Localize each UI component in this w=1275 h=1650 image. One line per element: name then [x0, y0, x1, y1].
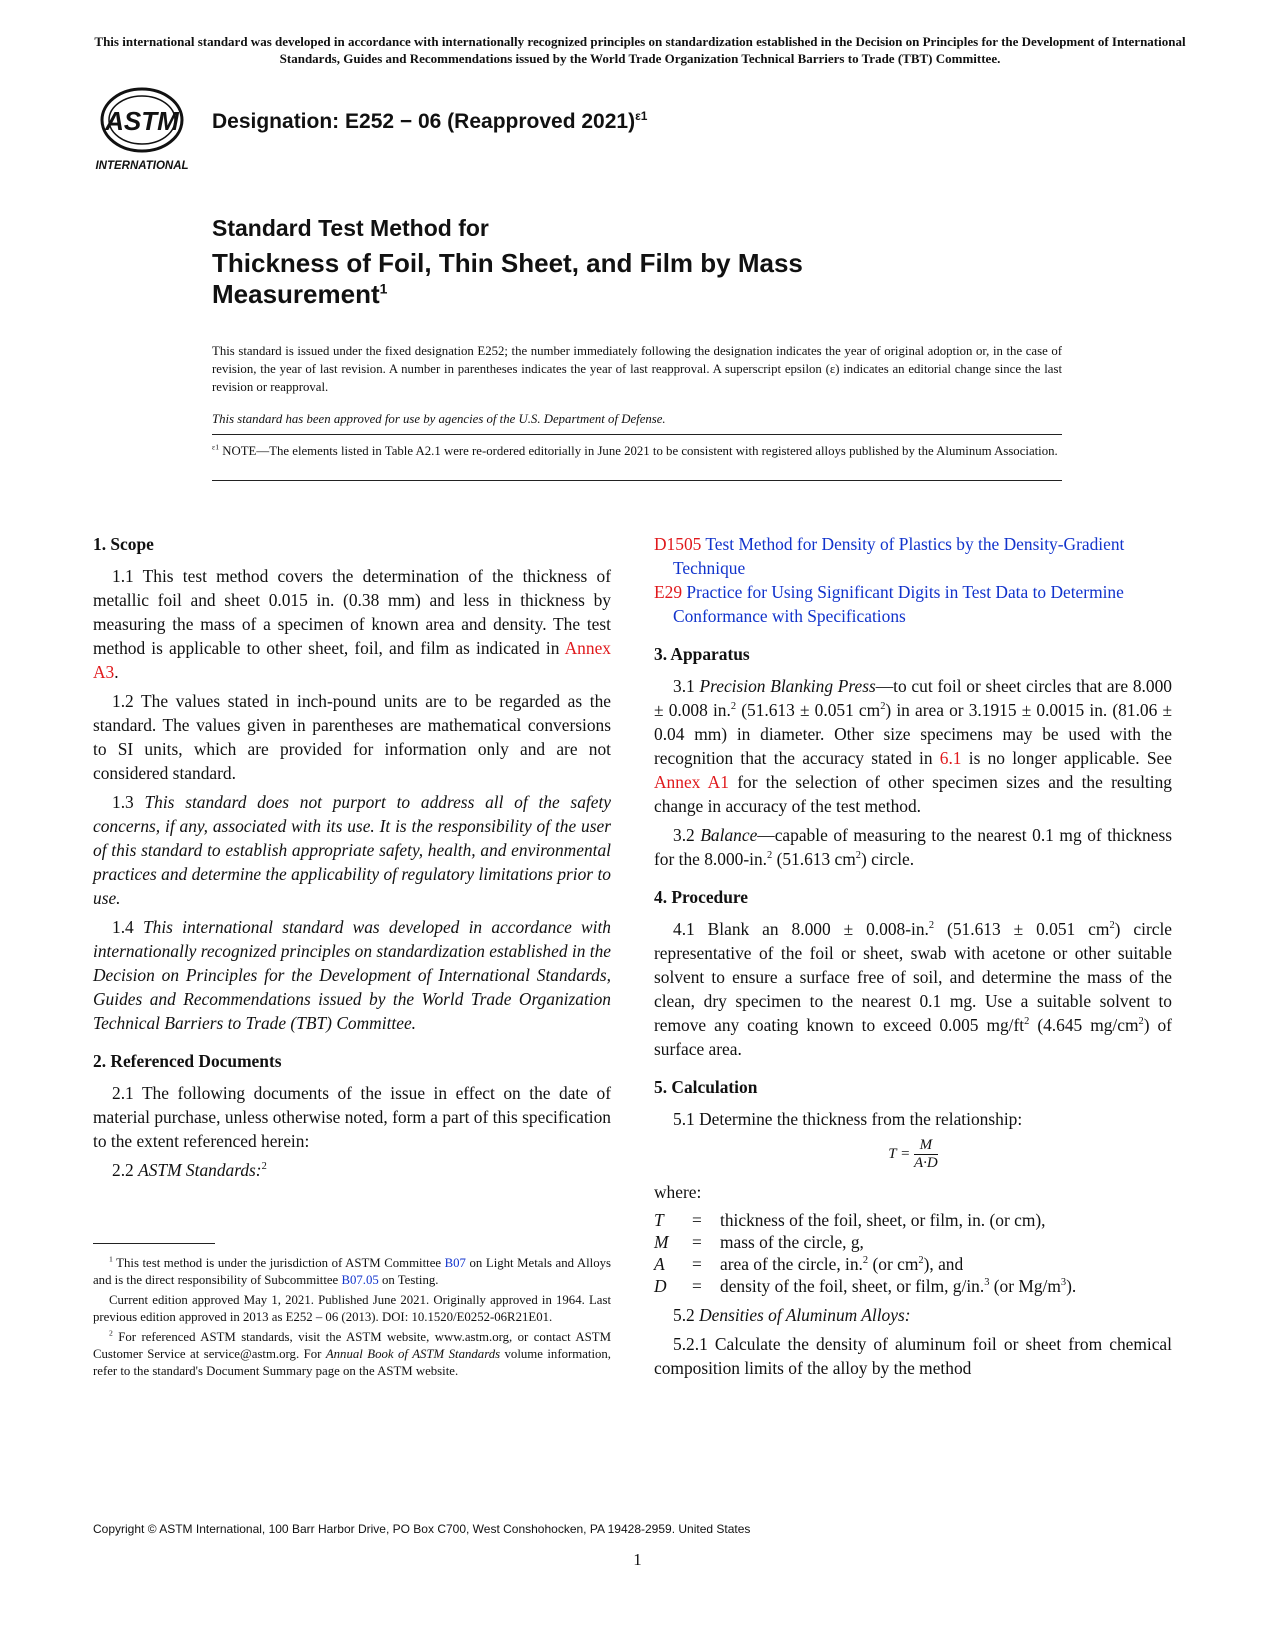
- footnote-1-mark: 1: [109, 1254, 113, 1264]
- formula-denominator: A·D: [913, 1155, 938, 1171]
- sup-3: 3: [1060, 1277, 1067, 1289]
- footnotes: [93, 1255, 611, 1383]
- variable-definition: [720, 1253, 1172, 1275]
- designation-text: Designation: E252 − 06 (Reapproved 2021): [212, 110, 636, 133]
- para-1-4-num: 1.4: [112, 917, 143, 937]
- issued-statement: This standard is issued under the fixed designation E252; the number immediately following the designation indicates the year of original adoption or, in the case of revision, the year of last revision. A number in parentheses indicates the year of last reapproval. A superscript epsilon (ε) indicates an editorial change since the last revision or reapproval.: [212, 344, 1062, 394]
- reference-d1505-title[interactable]: Test Method for Density of Plastics by the Density-Gradient Technique: [673, 534, 1125, 578]
- para-3-1-a: —to cut foil or sheet circles that are 8.000 ± 0.008 in.: [654, 676, 1172, 720]
- variable-row: [654, 1275, 1172, 1297]
- section-2-heading: 2. Referenced Documents: [93, 1051, 282, 1071]
- para-2-2-text: ASTM Standards:: [138, 1160, 262, 1180]
- variable-row: [654, 1209, 1172, 1231]
- sup-2: 2: [1138, 1016, 1144, 1028]
- para-5-2-1: 5.2.1 Calculate the density of aluminum foil or sheet from chemical composition limits of the alloy by the method: [654, 1334, 1172, 1378]
- para-1-1-end: .: [114, 662, 119, 682]
- variable-definition: thickness of the foil, sheet, or film, in. (or cm),: [720, 1210, 1046, 1230]
- section-4-heading: 4. Procedure: [654, 887, 749, 907]
- footnote-1: [93, 1255, 611, 1290]
- note-rule-bottom: [212, 480, 1062, 481]
- reference-e29-code[interactable]: E29: [654, 582, 683, 602]
- para-1-1: [93, 564, 611, 684]
- section-5-heading: 5. Calculation: [654, 1077, 758, 1097]
- variable-def-c: ).: [1066, 1276, 1077, 1296]
- para-2-2-num: 2.2: [112, 1160, 139, 1180]
- para-5-1: 5.1 Determine the thickness from the relationship:: [673, 1109, 1023, 1129]
- para-1-1-text: 1.1 This test method covers the determination of the thickness of metallic foil and sheet 0.015 in. (0.38 mm) and less in thickness by measuring the mass of a specimen of known area and density. The test method is applicable to other sheet, foil, and film as indicated in: [93, 566, 611, 658]
- sup-2: 2: [928, 920, 935, 932]
- footnote-2-text-b: volume information, refer to the standard's Document Summary page on the ASTM website.: [93, 1347, 611, 1379]
- reference-d1505-code[interactable]: D1505: [654, 534, 702, 554]
- para-3-1-term: Precision Blanking Press: [699, 676, 876, 696]
- variable-def-b: (or Mg/m: [989, 1276, 1061, 1296]
- para-1-3-text: This standard does not purport to address all of the safety concerns, if any, associated with its use. It is the responsibility of the user of this standard to establish appropriate safety, health, and environmental practices and determine the applicability of regulatory limitations prior to use.: [93, 792, 611, 908]
- reference-e29-title[interactable]: Practice for Using Significant Digits in Test Data to Determine Conformance with Specifications: [673, 582, 1124, 626]
- sup-2: 2: [918, 1255, 924, 1267]
- variable-symbol: T: [654, 1210, 664, 1230]
- epsilon-note: [212, 442, 1062, 460]
- para-3-1: [654, 674, 1172, 818]
- sup-2: 2: [855, 850, 862, 862]
- para-3-2-b: (51.613 cm: [772, 849, 856, 869]
- para-4-1: [654, 917, 1172, 1061]
- astm-logo-caption: INTERNATIONAL: [95, 160, 189, 172]
- para-3-2-a: —capable of measuring to the nearest 0.1 mg of thickness for the 8.000-in.: [654, 825, 1172, 869]
- para-3-2-term: Balance: [700, 825, 758, 845]
- variable-definitions: [654, 1209, 1172, 1297]
- sup-3: 3: [984, 1277, 990, 1289]
- para-1-4-text: This international standard was developed in accordance with internationally recognized principles on standardization established in the Decision on Principles for the Development of International Standards, Guides and Recommendations issued by the World Trade Organization Technical Barriers to Trade (TBT) Committee.: [93, 917, 611, 1033]
- para-4-1-e: ) of surface area.: [654, 1015, 1172, 1059]
- b07-05-link[interactable]: B07.05: [341, 1273, 379, 1288]
- thickness-formula: [654, 1137, 1172, 1172]
- left-column: [93, 532, 611, 1187]
- section-1-heading: 1. Scope: [93, 534, 154, 554]
- variable-def-a: density of the foil, sheet, or film, g/in.: [720, 1276, 985, 1296]
- reference-d1505[interactable]: [654, 532, 1172, 580]
- para-1-3-num: 1.3: [112, 792, 145, 812]
- para-3-2-num: 3.2: [673, 825, 701, 845]
- where-label: where:: [654, 1182, 702, 1202]
- epsilon-mark: ε1: [212, 442, 220, 452]
- note-rule-top: [212, 434, 1062, 435]
- designation-epsilon: ε1: [635, 109, 648, 123]
- footnote-2-annual-book: Annual Book of ASTM Standards: [325, 1347, 501, 1362]
- title-main: Thickness of Foil, Thin Sheet, and Film by Mass Measurement: [212, 248, 803, 309]
- variable-symbol: M: [654, 1232, 669, 1252]
- variable-equals: =: [692, 1254, 702, 1274]
- footnote-1-text-a: This test method is under the jurisdiction of ASTM Committee: [112, 1256, 445, 1270]
- page-number: 1: [633, 1550, 642, 1569]
- reference-e29[interactable]: [654, 580, 1172, 628]
- variable-def-b: (or cm: [868, 1254, 919, 1274]
- astm-logo-letters: ASTM: [105, 106, 179, 136]
- variable-row: [654, 1253, 1172, 1275]
- wto-notice: This international standard was developed in accordance with internationally recognized principles on standardization established in the Decision on Principles for the Development of International Standards, Guides and Recommendations issued by the World Trade Organization Technical Barriers to Trade (TBT) Committee.: [94, 34, 1186, 66]
- astm-logo-graphic: [92, 86, 194, 178]
- formula-lhs: T =: [888, 1145, 911, 1162]
- variable-equals: =: [692, 1210, 702, 1230]
- variable-def-c: ), and: [923, 1254, 964, 1274]
- variable-equals: =: [692, 1276, 702, 1296]
- variable-definition: [720, 1275, 1172, 1297]
- para-1-4: [93, 915, 611, 1035]
- right-column: [654, 532, 1172, 1385]
- sup-2: 2: [730, 701, 737, 713]
- epsilon-note-text: NOTE—The elements listed in Table A2.1 were re-ordered editorially in June 2021 to be consistent with registered alloys published by the Aluminum Association.: [219, 444, 1058, 458]
- para-3-2-c: ) circle.: [861, 849, 915, 869]
- title-line-1: Standard Test Method for: [212, 215, 489, 241]
- annex-a3-link[interactable]: Annex A3: [93, 638, 611, 682]
- sup-2: 2: [880, 701, 886, 713]
- para-1-3: [93, 790, 611, 910]
- formula-numerator: M: [914, 1137, 938, 1155]
- footnote-2-sup: 2: [109, 1328, 113, 1338]
- para-3-1-num: 3.1: [673, 676, 700, 696]
- para-4-1-d: (4.645 mg/cm: [1029, 1015, 1139, 1035]
- footnote-rule: [93, 1243, 215, 1244]
- footnote-2-text-a: For referenced ASTM standards, visit the ASTM website, www.astm.org, or contact ASTM Customer Service at service@astm.org. For: [93, 1329, 611, 1362]
- para-5-2-num: 5.2: [673, 1305, 700, 1325]
- variable-definition: mass of the circle, g,: [720, 1232, 864, 1252]
- b07-link[interactable]: B07: [444, 1256, 466, 1270]
- formula-fraction: [914, 1137, 938, 1172]
- sup-2: 2: [1024, 1016, 1030, 1028]
- footnote-2: [93, 1329, 611, 1381]
- sup-2: 2: [767, 850, 773, 862]
- para-2-1: 2.1 The following documents of the issue in effect on the date of material purchase, unless otherwise noted, form a part of this specification to the extent referenced herein:: [93, 1083, 611, 1151]
- para-1-2: 1.2 The values stated in inch-pound units are to be regarded as the standard. The values given in parentheses are mathematical conversions to SI units, which are provided for information only and are not considered standard.: [93, 691, 611, 783]
- para-5-2-text: Densities of Aluminum Alloys:: [699, 1305, 911, 1325]
- section-3-heading: 3. Apparatus: [654, 644, 750, 664]
- para-4-1-a: 4.1 Blank an 8.000 ± 0.008-in.: [673, 919, 929, 939]
- variable-symbol: A: [654, 1254, 665, 1274]
- variable-equals: =: [692, 1232, 702, 1252]
- variable-row: [654, 1231, 1172, 1253]
- designation: [212, 110, 647, 134]
- para-4-1-b: (51.613 ± 0.051 cm: [934, 919, 1110, 939]
- footnote-1-text-b: on Light Metals and Alloys and is the direct responsibility of Subcommittee: [93, 1256, 612, 1288]
- para-4-1-c: ) circle representative of the foil or sheet, swab with acetone or other suitable solvent to ensure a surface free of soil, and determine the mass of the clean, dry specimen to the nearest 0.1 mg. Use a suitable solvent to remove any coating known to exceed 0.005 mg/ft: [654, 919, 1173, 1035]
- sup-2: 2: [862, 1255, 869, 1267]
- sup-2: 2: [1109, 920, 1115, 932]
- footnote-1-edition: Current edition approved May 1, 2021. Published June 2021. Originally approved in 1964. Last previous edition approved in 2013 as E252 – 06 (2013). DOI: 10.1520/E0252-06R21E01.: [93, 1292, 611, 1325]
- para-3-1-e: for the selection of other specimen sizes and the resulting change in accuracy of the test method.: [654, 772, 1172, 816]
- para-3-1-c: ) in area or 3.1915 ± 0.0015 in. (81.06 ± 0.04 mm) in diameter. Other size specimens may be used with the recognition that the accuracy stated in: [654, 700, 1172, 768]
- astm-logo: [92, 86, 194, 178]
- title-line-2: [212, 248, 972, 310]
- copyright-line: Copyright © ASTM International, 100 Barr Harbor Drive, PO Box C700, West Conshohocken, PA 19428-2959. United States: [93, 1522, 751, 1536]
- dod-approval: This standard has been approved for use by agencies of the U.S. Department of Defense.: [212, 412, 666, 426]
- para-5-2: [654, 1303, 1172, 1327]
- variable-symbol: D: [654, 1276, 667, 1296]
- para-2-2: [93, 1158, 611, 1182]
- title-footnote-mark: 1: [379, 280, 388, 297]
- para-3-1-d: is no longer applicable. See: [961, 748, 1172, 768]
- annex-a1-link[interactable]: Annex A1: [654, 772, 729, 792]
- para-3-1-b: (51.613 ± 0.051 cm: [736, 700, 881, 720]
- section-6-1-link[interactable]: 6.1: [939, 748, 962, 768]
- footnote-1-text-c: on Testing.: [378, 1273, 439, 1288]
- para-3-2: [654, 823, 1172, 871]
- variable-def-a: area of the circle, in.: [720, 1254, 863, 1274]
- footnote-2-mark: 2: [261, 1161, 267, 1173]
